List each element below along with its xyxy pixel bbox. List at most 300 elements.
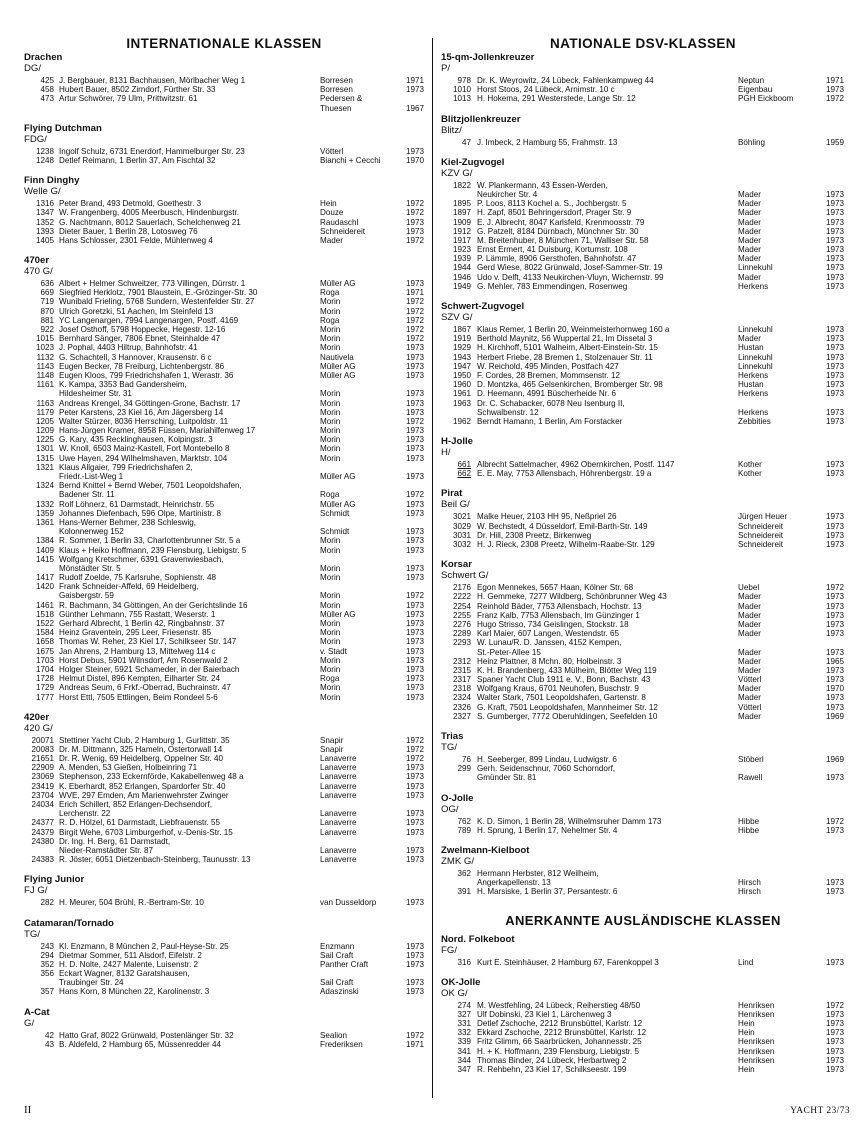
builder: Nautivela (320, 352, 354, 362)
entry-row (24, 601, 424, 610)
build-year: 1973 (405, 217, 424, 227)
owner-address: Karl Maier, 607 Langen, Westendstr. 65 (477, 629, 620, 639)
sail-number: 23419 (31, 781, 54, 791)
class-name: Pirat (441, 488, 463, 500)
owner-address: Johannes Diefenbach, 596 Olpe, Martinistr. 8 (59, 508, 221, 518)
builder: Schneidereit (738, 540, 783, 549)
entry-row (24, 426, 424, 435)
builder: Mader (738, 601, 761, 611)
entry-row (24, 1031, 424, 1040)
builder: Herkens (738, 389, 769, 399)
owner-address: Peter Karstens, 23 Kiel 16, Am Jägersberg 14 (59, 407, 224, 417)
class-name: Drachen (24, 52, 63, 63)
class-section (24, 874, 424, 907)
class-name: Flying Junior (24, 874, 85, 886)
sail-number: 719 (40, 297, 54, 307)
builder: Morin (320, 306, 341, 316)
class-name: Korsar (441, 559, 472, 571)
sail-number: 1361 (35, 517, 54, 527)
class-code: FDG/ (24, 133, 47, 145)
owner-address: G. Nachtmann, 8012 Sauerlach, Schelchenweg 21 (59, 217, 241, 227)
owner-address: Dr. Ing. H. Berg, 61 Darmstadt, (59, 836, 171, 846)
builder: Hein (320, 199, 337, 209)
sail-number: 1522 (35, 619, 54, 628)
entry-row (24, 389, 424, 398)
owner-address: Dr. C. Schabacker, 6078 Neu Isenburg II, (477, 398, 625, 408)
build-year: 1973 (405, 85, 424, 95)
build-year: 1973 (405, 674, 424, 684)
sail-number: 1960 (452, 380, 471, 390)
builder: Snapir (320, 735, 344, 745)
owner-address: Uwe Hayen, 294 Wilhelmshaven, Marktstr. 104 (59, 453, 228, 463)
class-name: Schwert-Zugvogel (441, 301, 525, 312)
entry-row (24, 408, 424, 417)
build-year: 1973 (825, 540, 844, 549)
sail-number: 294 (40, 950, 54, 960)
owner-address: H. D. Nolte, 2427 Malente, Luisenstr. 2 (59, 959, 199, 969)
entry-row (24, 987, 424, 996)
entry-row (24, 353, 424, 362)
class-name: Finn Dinghy (24, 175, 80, 187)
builder: Rawell (738, 773, 763, 783)
builder: Lind (738, 957, 754, 967)
build-year: 1973 (405, 527, 424, 537)
build-year: 1973 (405, 818, 424, 828)
build-year: 1973 (405, 637, 424, 647)
sail-number: 1013 (452, 94, 471, 104)
build-year: 1965 (825, 656, 844, 666)
builder: Kother (738, 460, 762, 470)
sail-number: 1867 (452, 325, 471, 334)
owner-address: Mönstädter Str. 5 (59, 563, 121, 573)
builder: Hustan (738, 380, 764, 390)
class-section (24, 52, 424, 113)
owner-address: Gmünder Str. 81 (477, 773, 537, 783)
owner-address: Albert + Helmer Schweitzer, 773 Villingen, Dürrstr. 1 (59, 279, 246, 289)
entry-row (441, 236, 845, 245)
builder: Herkens (738, 407, 769, 417)
build-year: 1970 (405, 155, 424, 165)
builder: Sail Craft (320, 950, 354, 960)
owner-address: Wolfgang Kraus, 6701 Neuhofen, Buschstr. 9 (477, 684, 639, 694)
owner-address: R. Bachmann, 34 Göttingen, An der Gerichtslinde 16 (59, 600, 248, 610)
entry-row (24, 809, 424, 818)
build-year: 1973 (405, 600, 424, 610)
entry-row (24, 435, 424, 444)
builder: Roga (320, 674, 340, 684)
entry-row (441, 208, 845, 217)
entry-row (24, 76, 424, 85)
builder: Henriksen (738, 1046, 775, 1056)
builder: Uebel (738, 583, 760, 593)
build-year: 1969 (825, 755, 844, 764)
class-section (24, 255, 424, 702)
class-name: Kiel-Zugvogel (441, 156, 505, 168)
class-name: 15-qm-Jollenkreuzer (441, 52, 535, 63)
builder: Sail Craft (320, 978, 354, 988)
entry-row (24, 837, 424, 846)
build-year: 1973 (825, 370, 844, 380)
entry-row (24, 674, 424, 683)
owner-address: D. Montzka, 465 Gelsenkirchen, Bromberger Str. 98 (477, 380, 663, 390)
builder: Müller AG (320, 361, 356, 371)
builder: Morin (320, 407, 341, 417)
owner-address: Horst Ettl, 7505 Ettlingen, Beim Rondeel 5-6 (59, 692, 218, 702)
entry-row (441, 273, 845, 282)
sail-number: 282 (40, 898, 54, 908)
builder: Schneidereit (738, 521, 783, 531)
owner-address: Hubert Bauer, 8502 Zirndorf, Fürther Str. 33 (59, 85, 216, 95)
sail-number: 352 (40, 959, 54, 969)
owner-address: Gerhard Albrecht, 1 Berlin 42, Ringbahnstr. 37 (59, 619, 225, 628)
builder: Mader (738, 610, 761, 620)
entry-row (441, 958, 845, 967)
builder: Lanaverre (320, 790, 357, 800)
sail-number: 1675 (35, 646, 54, 656)
class-code: FJ G/ (24, 885, 48, 897)
owner-address: Wolfgang Kretschmer, 6391 Gravenwiesbach, (59, 554, 224, 564)
owner-address: W. Bechstedt, 4 Düsseldorf, Emil-Barth-Str. 149 (477, 521, 648, 531)
build-year: 1973 (825, 245, 844, 255)
sail-number: 2326 (452, 702, 471, 712)
build-year: 1973 (825, 512, 844, 522)
builder: Lanaverre (320, 754, 357, 764)
builder: Borresen (320, 85, 353, 95)
sail-number: 24377 (31, 818, 54, 828)
sail-number: 23704 (31, 790, 54, 800)
owner-address: Klaus Allgaier, 799 Friedrichshafen 2, (59, 462, 193, 472)
builder: Mader (738, 189, 761, 199)
owner-address: Detlef Zschoche, 2212 Brunsbüttel, Karlstr. 12 (477, 1019, 643, 1029)
build-year: 1973 (825, 208, 844, 218)
build-year: 1973 (405, 435, 424, 445)
builder: v. Stadt (320, 646, 347, 656)
entry-row (441, 325, 845, 334)
sail-number: 1912 (452, 226, 471, 236)
owner-address: Klaus + Heiko Hoffmann, 239 Flensburg, Liebigstr. 5 (59, 545, 247, 555)
entry-row (24, 772, 424, 781)
build-year: 1971 (405, 288, 424, 298)
class-code: 470 G/ (24, 266, 53, 278)
sail-number: 3021 (452, 512, 471, 522)
builder: Hibbe (738, 816, 760, 826)
owner-address: Kurt E. Steinhäuser, 2 Hamburg 67, Farenkoppel 3 (477, 957, 659, 967)
owner-address: H. Meurer, 504 Brühl, R.-Bertram-Str. 10 (59, 898, 204, 908)
entry-row (441, 362, 845, 371)
builder: Roga (320, 288, 340, 298)
class-code: OK G/ (441, 987, 468, 999)
build-year: 1973 (825, 343, 844, 353)
sail-number: 1023 (35, 343, 54, 353)
builder: Morin (320, 297, 341, 307)
sail-number: 3029 (452, 521, 471, 531)
builder: Lanaverre (320, 781, 357, 791)
class-section (441, 52, 845, 104)
owner-address: Horst Debus, 5901 Wilnsdorf, Am Rosenwald 2 (59, 655, 228, 665)
build-year: 1973 (405, 545, 424, 555)
build-year: 1971 (825, 76, 844, 85)
builder: Roga (320, 315, 340, 325)
build-year: 1972 (405, 490, 424, 500)
class-name: Nord. Folkeboot (441, 933, 515, 945)
build-year: 1973 (825, 610, 844, 620)
entry-row (441, 408, 845, 417)
sail-number: 344 (457, 1055, 471, 1065)
owner-address: Detlef Reimann, 1 Berlin 37, Am Fischtal 32 (59, 155, 216, 165)
class-section (441, 436, 845, 478)
entry-row (24, 94, 424, 103)
sail-number: 3031 (452, 530, 471, 540)
build-year: 1973 (405, 226, 424, 236)
sail-number: 299 (457, 764, 471, 774)
owner-address: A. Menden, 53 Gießen, Holbeinring 71 (59, 763, 198, 773)
owner-address: M. Breitenhuber, 8 München 71, Walliser Str. 58 (477, 235, 649, 245)
sail-number: 24383 (31, 855, 54, 865)
entry-row (441, 389, 845, 398)
builder: Sealion (320, 1030, 348, 1040)
owner-address: M. Westfehling, 24 Lübeck, Reiherstieg 48/50 (477, 1000, 641, 1010)
entry-row (24, 472, 424, 481)
entry-row (24, 647, 424, 656)
builder: Henriksen (738, 1000, 775, 1010)
entry-row (24, 782, 424, 791)
sail-number: 43 (44, 1039, 54, 1049)
build-year: 1972 (405, 235, 424, 245)
build-year: 1973 (405, 343, 424, 353)
builder: Schneidereit (320, 226, 365, 236)
sail-number: 1909 (452, 217, 471, 227)
builder: Linnekuhl (738, 325, 773, 334)
builder: Morin (320, 619, 341, 628)
builder: Mader (738, 592, 761, 602)
owner-address: H. Marsiske, 1 Berlin 37, Persantestr. 6 (477, 887, 618, 897)
owner-address: G. Patzelt, 8184 Dürnbach, Münchner Str. 30 (477, 226, 639, 236)
entry-row (24, 942, 424, 951)
class-code: H/ (441, 447, 451, 459)
class-section (441, 488, 845, 549)
sail-number: 458 (40, 85, 54, 95)
entry-row (441, 218, 845, 227)
build-year: 1973 (405, 453, 424, 463)
sail-number: 24380 (31, 836, 54, 846)
build-year: 1973 (825, 263, 844, 273)
build-year: 1973 (825, 702, 844, 712)
build-year: 1973 (405, 426, 424, 436)
builder: Henriksen (738, 1055, 775, 1065)
entry-row (24, 628, 424, 637)
entry-row (441, 693, 845, 702)
sail-number: 1897 (452, 208, 471, 218)
sail-number: 1161 (36, 380, 54, 390)
builder: Mader (738, 235, 761, 245)
sail-number: 1179 (36, 407, 54, 417)
sail-number: 42 (44, 1030, 54, 1040)
entry-row (441, 1056, 845, 1065)
class-code: ZMK G/ (441, 855, 475, 867)
build-year: 1969 (825, 711, 844, 721)
entry-row (24, 546, 424, 555)
sail-number: 23069 (31, 772, 54, 782)
builder: Schmidt (320, 527, 350, 537)
builder: Schneidereit (738, 530, 783, 540)
entry-row (441, 878, 845, 887)
sail-number: 1010 (452, 85, 471, 95)
entry-row (24, 693, 424, 702)
builder: Snapir (320, 744, 344, 754)
entry-row (441, 887, 845, 896)
sail-number: 2312 (452, 656, 471, 666)
entry-row (441, 469, 845, 478)
owner-address: Dietmar Sommer, 511 Alsdorf, Eifelstr. 2 (59, 950, 202, 960)
class-name: Zwelmann-Kielboot (441, 844, 530, 856)
sail-number: 1461 (35, 600, 54, 610)
entry-row (441, 620, 845, 629)
national-classes-column (441, 36, 845, 1074)
entry-row (24, 573, 424, 582)
entry-row (24, 444, 424, 453)
entry-row (441, 282, 845, 291)
builder: Morin (320, 343, 341, 353)
entry-row (441, 666, 845, 675)
build-year: 1973 (405, 978, 424, 988)
builder: Morin (320, 692, 341, 702)
sail-number: 1822 (452, 180, 471, 190)
entry-row (24, 610, 424, 619)
owner-address: G. Mehler, 783 Emmendingen, Rosenweg (477, 281, 628, 291)
owner-address: Erich Schillert, 852 Erlangen-Dechsendorf, (59, 800, 212, 809)
sail-number: 274 (457, 1000, 471, 1010)
owner-address: Siegfried Herklotz, 7901 Blaustein, E.-Grözinger-Str. 30 (59, 288, 258, 298)
owner-address: Andreas Krengel, 34 Göttingen-Grone, Bachstr. 17 (59, 398, 241, 408)
entry-row (441, 764, 845, 773)
sail-number: 978 (457, 76, 471, 85)
build-year: 1972 (825, 1000, 844, 1010)
sail-number: 391 (457, 887, 471, 897)
build-year: 1973 (825, 352, 844, 362)
sail-number: 327 (457, 1009, 471, 1019)
sail-number: 1359 (35, 508, 54, 518)
builder: Mader (738, 254, 761, 264)
owner-address: Ulf Dobinski, 23 Kiel 1, Lärchenweg 3 (477, 1009, 612, 1019)
build-year: 1973 (825, 407, 844, 417)
sail-number: 20071 (31, 735, 54, 745)
build-year: 1973 (825, 825, 844, 835)
builder: Thuesen (320, 103, 352, 113)
sail-number: 2276 (452, 619, 471, 629)
sail-number: 24379 (31, 827, 54, 837)
builder: Mader (738, 665, 761, 675)
owner-address: Günther Lehmann, 755 Rastatt, Weserstr. 1 (59, 609, 216, 619)
sail-number: 1417 (35, 573, 54, 583)
owner-address: J. Imbeck, 2 Hamburg 55, Frahmstr. 13 (477, 137, 618, 147)
owner-address: K. H. Brandenberg, 433 Mülheim, Blötter Weg 119 (477, 665, 657, 675)
builder: Morin (320, 325, 341, 334)
build-year: 1973 (405, 398, 424, 408)
sail-number: 661 (457, 460, 471, 470)
owner-address: K. D. Simon, 1 Berlin 28, Wilhelmsruher Damm 173 (477, 816, 662, 826)
entry-row (441, 353, 845, 362)
builder: Hirsch (738, 878, 761, 888)
builder: Morin (320, 545, 341, 555)
owner-address: Ernst Ermert, 41 Duisburg, Kortumstr. 108 (477, 245, 628, 255)
builder: Mader (738, 226, 761, 236)
builder: Morin (320, 628, 341, 638)
owner-address: WVE, 297 Emden, Am Marienwehrster Zwinger (59, 790, 229, 800)
builder: Hein (738, 1028, 755, 1038)
entry-row (24, 656, 424, 665)
owner-address: Dr. K. Weyrowitz, 24 Lübeck, Fahlenkampweg 44 (477, 76, 654, 85)
owner-address: H. Hokema, 291 Westerstede, Lange Str. 12 (477, 94, 636, 104)
sail-number: 1895 (452, 199, 471, 209)
build-year: 1973 (405, 827, 424, 837)
builder: Mader (738, 217, 761, 227)
build-year: 1973 (405, 407, 424, 417)
owner-address: YC Langenargen, 7994 Langenargen, Postf. 4169 (59, 315, 239, 325)
owner-address: Rolf Löhnerz, 61 Darmstadt, Heinrichstr. 55 (59, 499, 215, 509)
sail-number: 2327 (452, 711, 471, 721)
owner-address: E. E. May, 7753 Allensbach, Höhrenbergstr. 19 a (477, 469, 652, 479)
entry-row (441, 380, 845, 389)
sail-number: 331 (457, 1019, 471, 1029)
owner-address: R. Sommer, 1 Berlin 33, Charlottenbrunner Str. 5 a (59, 536, 241, 546)
build-year: 1973 (405, 772, 424, 782)
builder: Mader (320, 235, 343, 245)
build-year: 1973 (825, 416, 844, 426)
entry-row (441, 817, 845, 826)
builder: Morin (320, 444, 341, 454)
entry-row (441, 1010, 845, 1019)
owner-address: Hans-Werner Behmer, 238 Schleswig, (59, 517, 197, 527)
owner-address: J. Pophal, 4403 Hiltrup, Bahnhofstr. 41 (59, 343, 198, 353)
entry-row (24, 518, 424, 527)
builder: Neptun (738, 76, 765, 85)
build-year: 1973 (405, 683, 424, 693)
owner-address: Dr. R. Wenig, 69 Heidelberg, Oppelner Str. 40 (59, 754, 224, 764)
build-year: 1973 (825, 281, 844, 291)
builder: Lanaverre (320, 809, 357, 819)
entry-row (441, 94, 845, 103)
build-year: 1973 (825, 199, 844, 209)
national-class-list (441, 52, 845, 897)
class-section (441, 793, 845, 835)
builder: Mader (738, 334, 761, 344)
entry-row (24, 591, 424, 600)
builder: Adaszinski (320, 987, 359, 997)
build-year: 1973 (825, 878, 844, 888)
class-code: Schwert G/ (441, 570, 489, 582)
builder: Hein (738, 1065, 755, 1074)
builder: Enzmann (320, 941, 355, 951)
builder: Hirsch (738, 887, 761, 897)
builder: Müller AG (320, 472, 356, 481)
owner-address: G. Schachtell, 3 Hannover, Krausenstr. 6 c (59, 352, 212, 362)
owner-address: W. Reichold, 495 Minden, Postfach 427 (477, 361, 619, 371)
builder: Böhling (738, 137, 766, 147)
sail-number: 1584 (35, 628, 54, 638)
entry-row (24, 156, 424, 165)
class-section (441, 301, 845, 426)
builder: Morin (320, 637, 341, 647)
owner-address: Artur Schwörer, 79 Ulm, Prittwitzstr. 61 (59, 94, 198, 104)
build-year: 1973 (825, 665, 844, 675)
build-year: 1973 (405, 361, 424, 371)
builder: Douze (320, 208, 344, 218)
entry-row (441, 592, 845, 601)
builder: Morin (320, 563, 341, 573)
sail-number: 922 (40, 325, 54, 334)
builder: Mader (738, 619, 761, 629)
entry-row (441, 1037, 845, 1046)
